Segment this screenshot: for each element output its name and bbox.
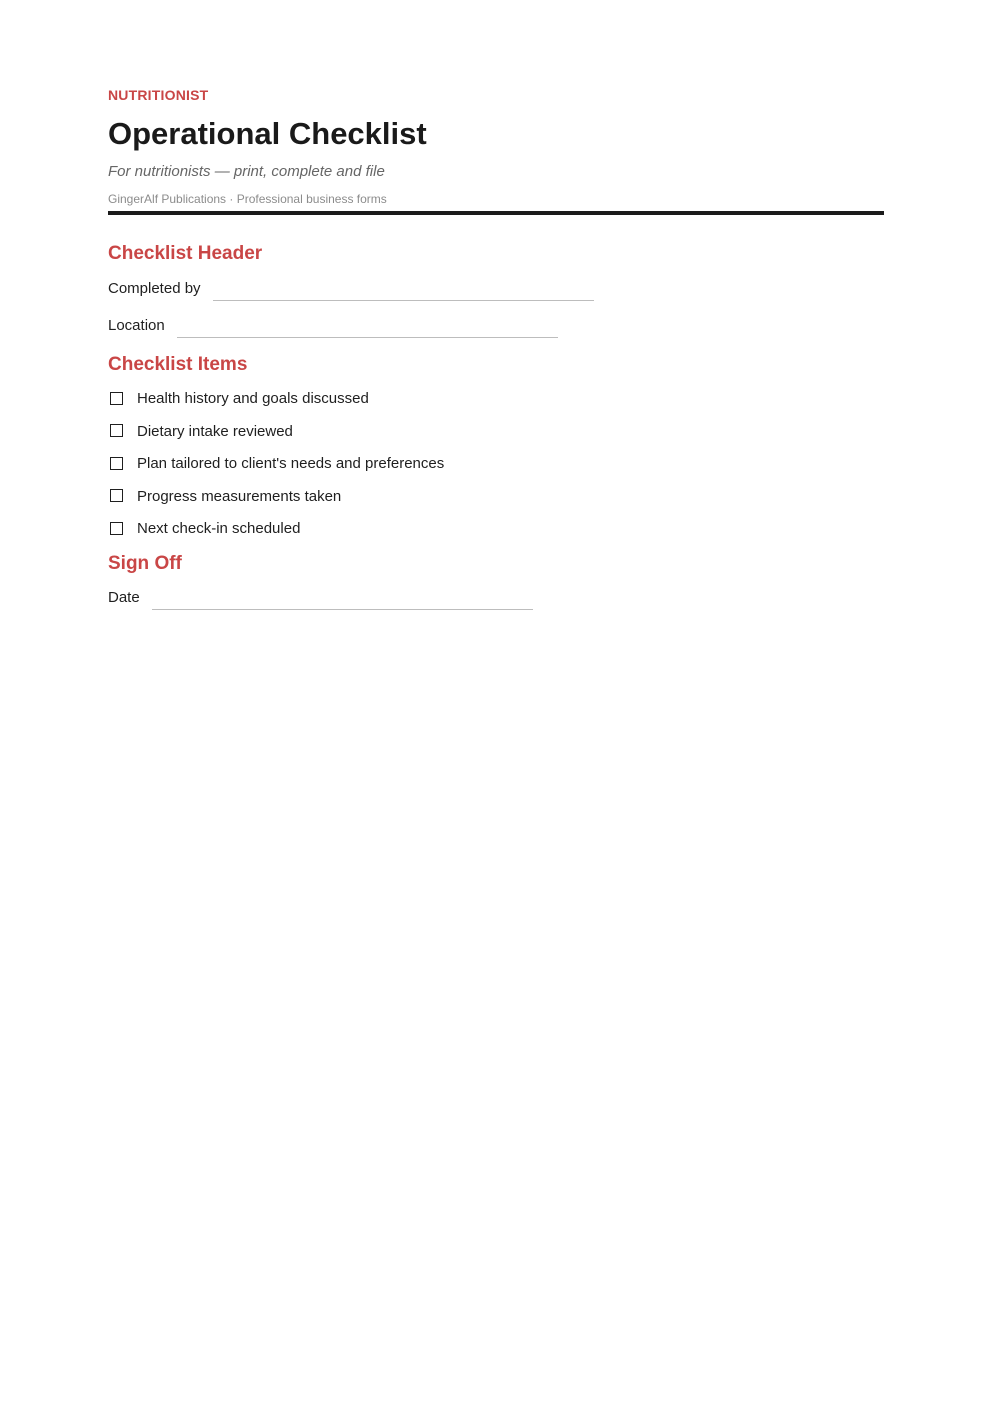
- checklist-item: [108, 519, 884, 539]
- checklist-item-label: Dietary intake reviewed: [137, 422, 293, 440]
- checklist-item: [108, 389, 884, 409]
- checkbox-icon[interactable]: [110, 392, 123, 405]
- date-input-line[interactable]: [152, 608, 533, 610]
- date-field: [108, 588, 884, 608]
- completed-by-label: Completed by: [108, 280, 201, 297]
- date-label: Date: [108, 588, 140, 606]
- location-field: [108, 316, 884, 336]
- page-subtitle: For nutritionists — print, complete and file: [108, 163, 385, 180]
- checklist-items-list: [108, 389, 884, 539]
- checkbox-icon[interactable]: [110, 522, 123, 535]
- checkbox-icon[interactable]: [110, 424, 123, 437]
- category-label: NUTRITIONIST: [108, 87, 209, 103]
- checklist-item: [108, 422, 884, 442]
- checklist-item-label: Plan tailored to client's needs and preferences: [137, 455, 445, 472]
- completed-by-field: [108, 279, 884, 299]
- section-title-checklist-items: Checklist Items: [108, 354, 248, 375]
- checkbox-icon[interactable]: [110, 457, 123, 470]
- section-title-sign-off: Sign Off: [108, 552, 182, 574]
- section-title-checklist-header: Checklist Header: [108, 243, 263, 264]
- checklist-item-label: Progress measurements taken: [137, 487, 342, 505]
- checklist-item: [108, 487, 884, 507]
- checklist-form: [108, 86, 884, 608]
- checkbox-icon[interactable]: [110, 489, 123, 502]
- page-title: Operational Checklist: [108, 116, 427, 151]
- publisher-line: GingerAlf Publications · Professional business forms: [108, 192, 387, 206]
- header-divider: [108, 211, 884, 215]
- completed-by-input-line[interactable]: [213, 299, 594, 301]
- checklist-item-label: Next check-in scheduled: [137, 520, 301, 537]
- checklist-item-label: Health history and goals discussed: [137, 390, 369, 407]
- checklist-item: [108, 454, 884, 474]
- location-label: Location: [108, 317, 165, 334]
- location-input-line[interactable]: [177, 336, 558, 338]
